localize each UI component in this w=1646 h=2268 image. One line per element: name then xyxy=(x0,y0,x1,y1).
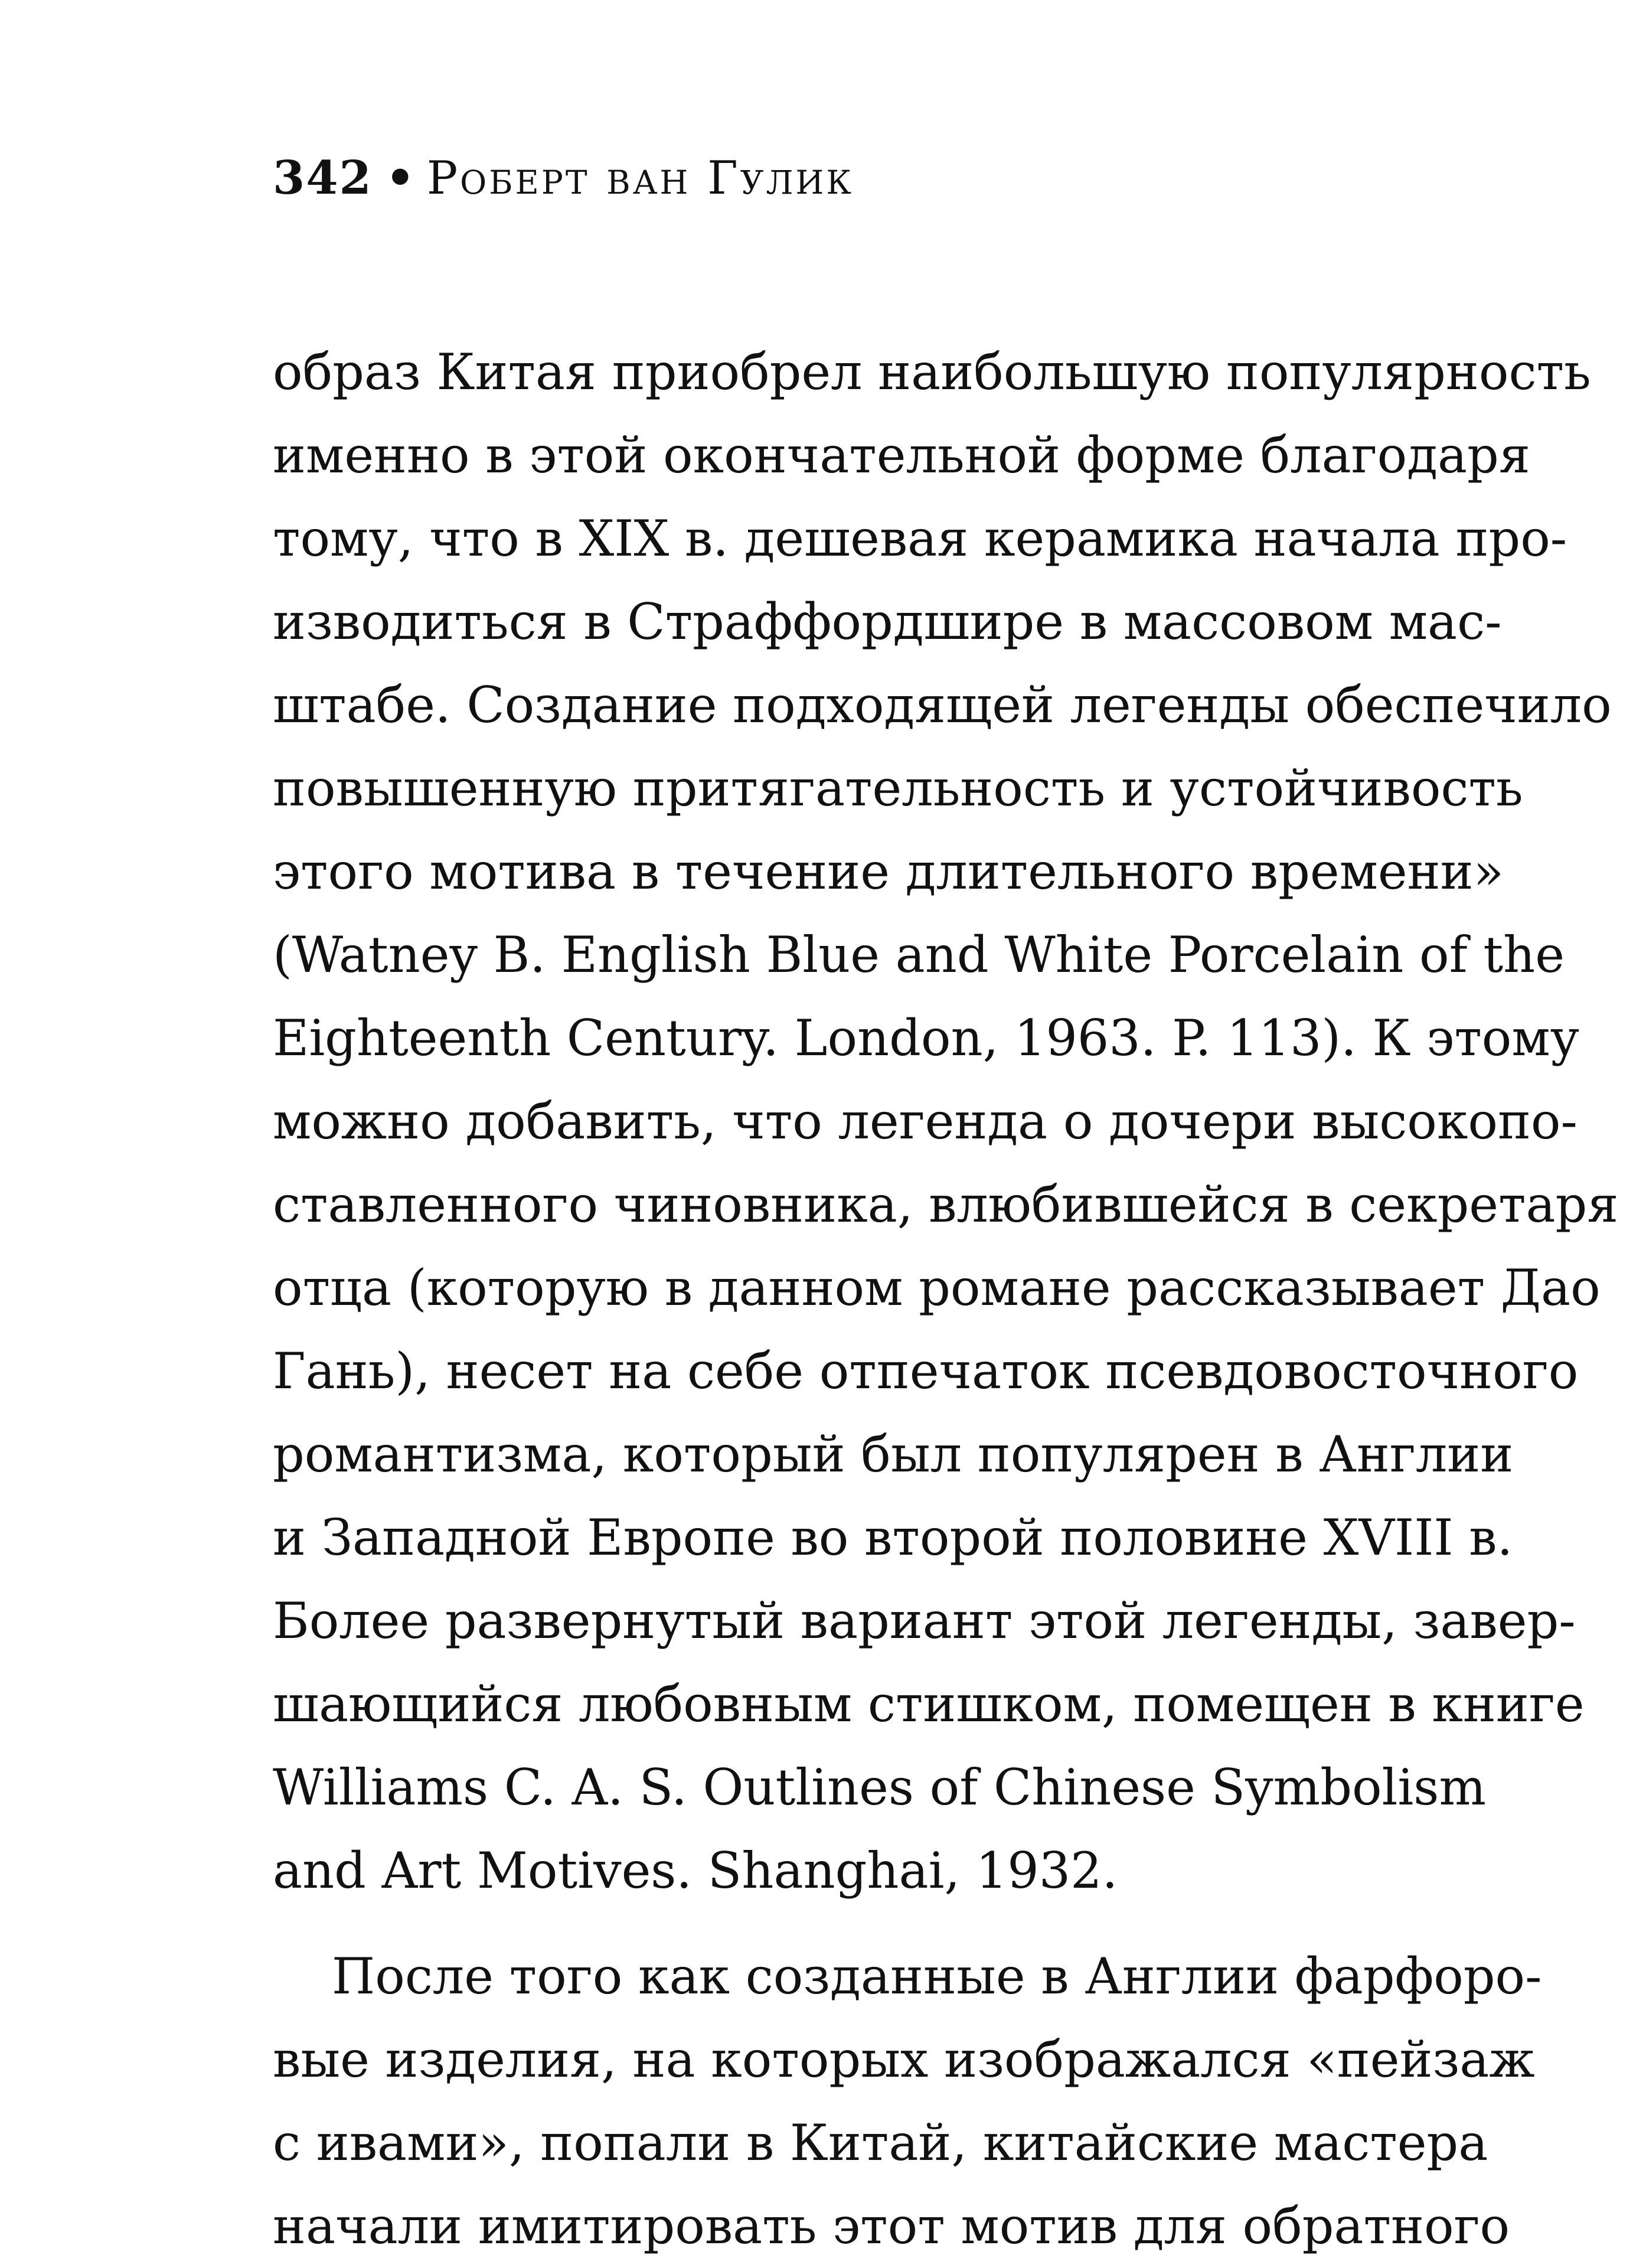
text-line: романтизма, который был популярен в Англии xyxy=(273,1425,1514,1483)
text-line: образ Китая приобрел наибольшую популярность xyxy=(273,343,1591,401)
paragraph-continued xyxy=(273,331,1619,1913)
text-line: шающийся любовным стишком, помещен в книге xyxy=(273,1675,1585,1733)
text-line: вые изделия, на которых изображался «пейзаж xyxy=(273,2031,1535,2088)
running-head xyxy=(273,149,854,208)
text-line: начали имитировать этот мотив для обратного xyxy=(273,2197,1510,2255)
text-line: После того как созданные в Англии фарфоро- xyxy=(332,1947,1542,2005)
text-line: штабе. Создание подходящей легенды обеспечило xyxy=(273,676,1612,734)
text-line: Гань), несет на себе отпечаток псевдовосточного xyxy=(273,1342,1579,1400)
body-text xyxy=(273,331,1619,2268)
text-line: тому, что в XIX в. дешевая керамика начала про- xyxy=(273,510,1567,567)
text-line: (Watney B. English Blue and White Porcelain of the xyxy=(273,926,1565,984)
text-line: Williams C. A. S. Outlines of Chinese Symbolism xyxy=(273,1758,1487,1816)
page-number: 342 xyxy=(273,151,373,205)
text-line: с ивами», попали в Китай, китайские мастера xyxy=(273,2114,1488,2172)
text-line: и Западной Европе во второй половине XVIII в. xyxy=(273,1509,1513,1567)
running-head-author: Роберт ван Гулик xyxy=(426,152,854,205)
text-line: этого мотива в течение длительного времени» xyxy=(273,843,1504,900)
paragraph xyxy=(273,1935,1542,2268)
header-separator: • xyxy=(385,151,416,205)
text-line: and Art Motives. Shanghai, 1932. xyxy=(273,1842,1118,1900)
text-line: Более развернутый вариант этой легенды, завер- xyxy=(273,1592,1576,1650)
text-line: отца (которую в данном романе рассказывает Дао xyxy=(273,1259,1601,1317)
text-line: Eighteenth Century. London, 1963. P. 113). К этому xyxy=(273,1009,1580,1067)
paragraph-gap xyxy=(273,1913,1390,1935)
text-line: именно в этой окончательной форме благодаря xyxy=(273,426,1530,484)
text-line: можно добавить, что легенда о дочери высокопо- xyxy=(273,1092,1578,1150)
text-line: изводиться в Страффордшире в массовом мас- xyxy=(273,593,1502,651)
text-line: ставленного чиновника, влюбившейся в секретаря xyxy=(273,1176,1619,1233)
text-line: повышенную притягательность и устойчивость xyxy=(273,759,1523,817)
